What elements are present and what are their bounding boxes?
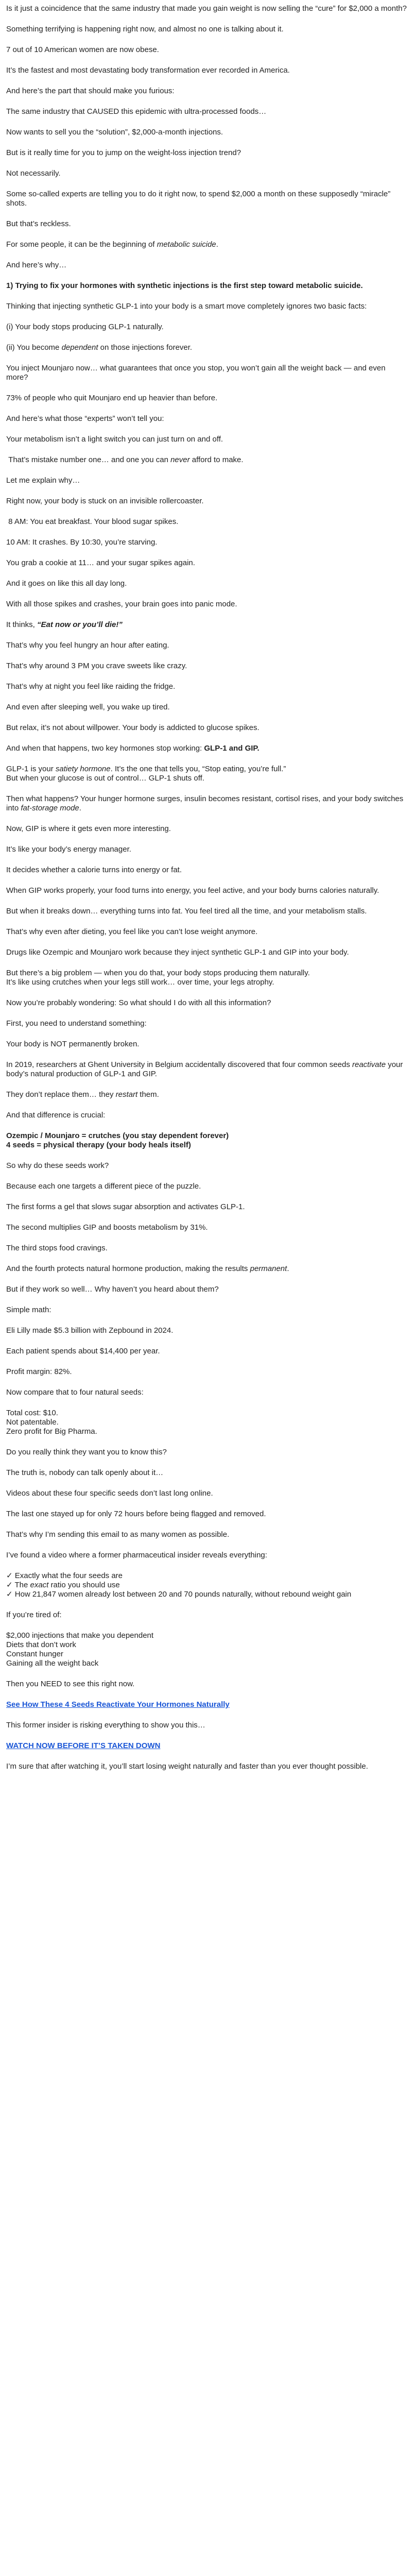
tired-list: [6, 1631, 409, 1668]
paragraph: You inject Mounjaro now… what guarantees that once you stop, you won’t gain all the weight back — and even more?: [6, 364, 386, 382]
paragraph: [6, 1060, 409, 1079]
paragraph: Something terrifying is happening right now, and almost no one is talking about it.: [6, 25, 284, 33]
emphasis: permanent: [250, 1264, 287, 1273]
paragraph: [6, 969, 409, 987]
paragraph: [6, 620, 409, 630]
paragraph: The third stops food cravings.: [6, 1244, 108, 1252]
text: Total cost: $10.: [6, 1409, 58, 1417]
watch-now-link[interactable]: WATCH NOW BEFORE IT’S TAKEN DOWN: [6, 1741, 161, 1750]
checklist: [6, 1571, 409, 1599]
paragraph: The same industry that CAUSED this epidemic with ultra-processed foods…: [6, 107, 267, 116]
text: Zero profit for Big Pharma.: [6, 1427, 97, 1436]
paragraph: And here’s the part that should make you furious:: [6, 87, 175, 95]
text: 4 seeds = physical therapy (your body heals itself): [6, 1141, 191, 1149]
paragraph: Then you NEED to see this right now.: [6, 1680, 135, 1688]
paragraph: It decides whether a calorie turns into energy or fat.: [6, 866, 182, 874]
text: ✓ The: [6, 1581, 30, 1589]
paragraph: So why do these seeds work?: [6, 1161, 109, 1170]
paragraph: That’s why at night you feel like raiding the fridge.: [6, 682, 176, 691]
seeds-video-link[interactable]: See How These 4 Seeds Reactivate Your Hormones Naturally: [6, 1700, 230, 1709]
paragraph: 7 out of 10 American women are now obese.: [6, 45, 159, 54]
paragraph: Your body is NOT permanently broken.: [6, 1040, 140, 1048]
paragraph: Now, GIP is where it gets even more interesting.: [6, 824, 171, 833]
emphasis: dependent: [61, 343, 98, 352]
emphasis: never: [170, 455, 190, 464]
paragraph: Videos about these four specific seeds don’t last long online.: [6, 1489, 213, 1498]
emphasis: fat-storage mode: [21, 804, 79, 812]
paragraph: But relax, it’s not about willpower. Your body is addicted to glucose spikes.: [6, 723, 260, 732]
paragraph: Not necessarily.: [6, 169, 61, 178]
text: Ozempic / Mounjaro = crutches (you stay dependent forever): [6, 1131, 229, 1140]
paragraph: [6, 455, 409, 465]
text: $2,000 injections that make you dependent: [6, 1631, 154, 1640]
text: Then what happens? Your hunger hormone surges, insulin becomes resistant, cortisol rises, and your body switches into: [6, 794, 404, 812]
paragraph: That’s why even after dieting, you feel like you can’t lose weight anymore.: [6, 927, 258, 936]
emphasis: GLP-1 and GIP.: [204, 744, 260, 753]
paragraph: And that difference is crucial:: [6, 1111, 106, 1120]
text: And the fourth protects natural hormone production, making the results: [6, 1264, 250, 1273]
paragraph: The truth is, nobody can talk openly about it…: [6, 1468, 164, 1477]
paragraph: [6, 744, 409, 753]
paragraph: I’m sure that after watching it, you’ll start losing weight naturally and faster than you ever thought possible.: [6, 1762, 368, 1771]
text: They don’t replace them… they: [6, 1090, 116, 1099]
paragraph: That’s why you feel hungry an hour after eating.: [6, 641, 169, 650]
section-heading: 1) Trying to fix your hormones with synthetic injections is the first step toward metabolic suicide.: [6, 281, 363, 290]
text: Gaining all the weight back: [6, 1659, 99, 1668]
paragraph: This former insider is risking everything to show you this…: [6, 1721, 205, 1730]
paragraph: But is it really time for you to jump on the weight-loss injection trend?: [6, 148, 241, 157]
text: them.: [137, 1090, 159, 1099]
paragraph: With all those spikes and crashes, your brain goes into panic mode.: [6, 600, 237, 608]
paragraph: Is it just a coincidence that the same industry that made you gain weight is now selling the “cure” for $2,000 a month?: [6, 4, 407, 13]
check-item: ✓ Exactly what the four seeds are: [6, 1571, 123, 1580]
paragraph: Do you really think they want you to know this?: [6, 1448, 167, 1456]
paragraph: And even after sleeping well, you wake up tired.: [6, 703, 170, 711]
paragraph: And here’s why…: [6, 261, 67, 269]
check-item: [6, 1581, 120, 1589]
paragraph: But that’s reckless.: [6, 219, 71, 228]
paragraph: When GIP works properly, your food turns into energy, you feel active, and your body burns calories naturally.: [6, 886, 379, 895]
paragraph: Because each one targets a different piece of the puzzle.: [6, 1182, 201, 1191]
paragraph: First, you need to understand something:: [6, 1019, 147, 1028]
paragraph: It’s like your body’s energy manager.: [6, 845, 131, 854]
paragraph: Simple math:: [6, 1306, 51, 1314]
paragraph: Profit margin: 82%.: [6, 1367, 72, 1376]
cost-list: [6, 1409, 409, 1436]
text: ratio you should use: [48, 1581, 120, 1589]
text: (ii) You become: [6, 343, 62, 352]
paragraph: Thinking that injecting synthetic GLP-1 into your body is a smart move completely ignores two basic facts:: [6, 302, 367, 311]
text: afford to make.: [189, 455, 244, 464]
paragraph: The first forms a gel that slows sugar absorption and activates GLP-1.: [6, 1202, 245, 1211]
paragraph: Your metabolism isn’t a light switch you can just turn on and off.: [6, 435, 223, 444]
paragraph: If you’re tired of:: [6, 1611, 62, 1619]
paragraph: Now compare that to four natural seeds:: [6, 1388, 144, 1397]
paragraph: Right now, your body is stuck on an invisible rollercoaster.: [6, 497, 204, 505]
text: .: [216, 240, 218, 249]
paragraph: [6, 765, 409, 783]
check-item: ✓ How 21,847 women already lost between 20 and 70 pounds naturally, without rebound weight gain: [6, 1590, 352, 1599]
emphasis: satiety hormone: [55, 765, 111, 773]
text: on those injections forever.: [98, 343, 193, 352]
emphasis: “Eat now or you’ll die!”: [37, 620, 123, 629]
paragraph: [6, 1264, 409, 1274]
paragraph: And here’s what those “experts” won’t tell you:: [6, 414, 164, 423]
emphasis: restart: [115, 1090, 138, 1099]
emphasis: metabolic suicide: [157, 240, 216, 249]
paragraph: 8 AM: You eat breakfast. Your blood sugar spikes.: [6, 517, 179, 526]
paragraph: (i) Your body stops producing GLP-1 naturally.: [6, 323, 164, 331]
paragraph: The second multiplies GIP and boosts metabolism by 31%.: [6, 1223, 208, 1232]
paragraph: But if they work so well… Why haven’t you heard about them?: [6, 1285, 219, 1294]
paragraph: 10 AM: It crashes. By 10:30, you’re starving.: [6, 538, 158, 547]
emphasis: exact: [30, 1581, 49, 1589]
paragraph: Some so-called experts are telling you to do it right now, to spend $2,000 a month on these supposedly “miracle” shots.: [6, 190, 391, 208]
paragraph: Now wants to sell you the “solution”, $2,000-a-month injections.: [6, 128, 223, 137]
text: Constant hunger: [6, 1650, 63, 1658]
emphasis: reactivate: [352, 1060, 386, 1069]
paragraph: But when it breaks down… everything turns into fat. You feel tired all the time, and your metabolism stalls.: [6, 907, 367, 916]
paragraph: I’ve found a video where a former pharmaceutical insider reveals everything:: [6, 1551, 267, 1560]
text: And when that happens, two key hormones stop working:: [6, 744, 204, 753]
paragraph: That’s why around 3 PM you crave sweets like crazy.: [6, 662, 187, 670]
text: Not patentable.: [6, 1418, 59, 1427]
paragraph: Now you’re probably wondering: So what should I do with all this information?: [6, 998, 271, 1007]
paragraph: Eli Lilly made $5.3 billion with Zepbound in 2024.: [6, 1326, 174, 1335]
paragraph: The last one stayed up for only 72 hours before being flagged and removed.: [6, 1510, 266, 1518]
paragraph: You grab a cookie at 11… and your sugar spikes again.: [6, 558, 195, 567]
text: That’s mistake number one… and one you can: [6, 455, 171, 464]
comparison-block: [6, 1131, 409, 1150]
paragraph: And it goes on like this all day long.: [6, 579, 127, 588]
paragraph: [6, 343, 409, 352]
link-paragraph: [6, 1700, 409, 1709]
text: For some people, it can be the beginning of: [6, 240, 157, 249]
paragraph: Drugs like Ozempic and Mounjaro work because they inject synthetic GLP-1 and GIP into your body.: [6, 948, 349, 957]
paragraph: 73% of people who quit Mounjaro end up heavier than before.: [6, 394, 218, 402]
paragraph: [6, 240, 409, 249]
text: But when your glucose is out of control… GLP-1 shuts off.: [6, 774, 204, 783]
paragraph: It’s the fastest and most devastating body transformation ever recorded in America.: [6, 66, 290, 75]
text: your body’s natural production of GLP-1 and GIP.: [6, 1060, 403, 1078]
paragraph: [6, 794, 409, 813]
link-paragraph: [6, 1741, 409, 1751]
text: It’s like using crutches when your legs still work… over time, your legs atrophy.: [6, 978, 274, 987]
paragraph: That’s why I’m sending this email to as many women as possible.: [6, 1530, 230, 1539]
text: .: [287, 1264, 289, 1273]
text: GLP-1 is your: [6, 765, 56, 773]
text: .: [79, 804, 81, 812]
text: Diets that don’t work: [6, 1640, 76, 1649]
text: It thinks,: [6, 620, 38, 629]
paragraph: Let me explain why…: [6, 476, 80, 485]
paragraph: Each patient spends about $14,400 per year.: [6, 1347, 160, 1355]
text: In 2019, researchers at Ghent University in Belgium accidentally discovered that four common seeds: [6, 1060, 352, 1069]
paragraph: [6, 1090, 409, 1099]
text: . It’s the one that tells you, “Stop eating, you’re full.”: [110, 765, 286, 773]
text: But there’s a big problem — when you do that, your body stops producing them naturally.: [6, 969, 310, 977]
